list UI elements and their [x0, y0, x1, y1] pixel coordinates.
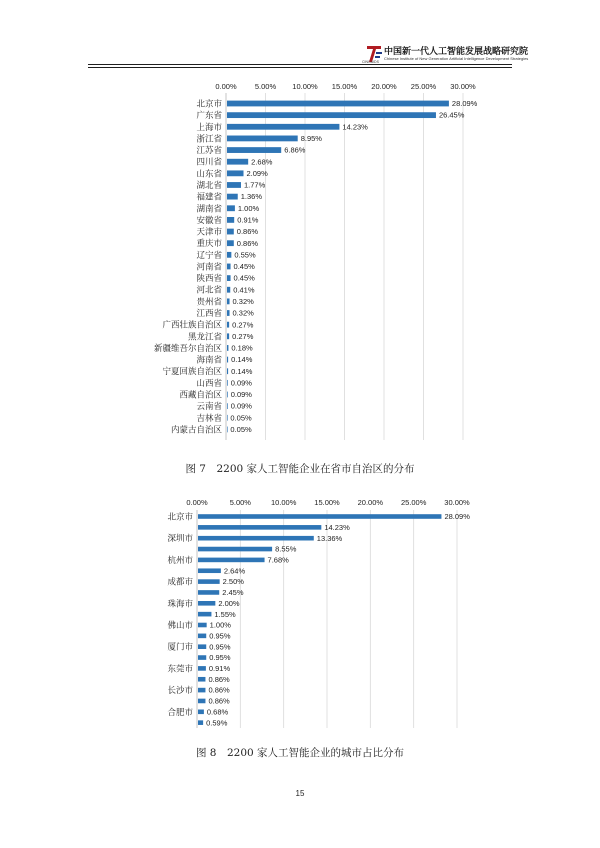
category-label: 珠海市 — [167, 599, 193, 610]
category-label: 海南省 — [196, 355, 222, 366]
data-label: 14.23% — [342, 122, 368, 132]
data-label: 0.27% — [232, 320, 254, 330]
category-label: 长沙市 — [167, 686, 193, 697]
data-label: 2.50% — [222, 577, 244, 587]
category-label: 贵州省 — [196, 297, 222, 308]
bar — [198, 699, 205, 704]
bar — [198, 525, 321, 530]
data-label: 0.05% — [230, 425, 252, 435]
bar — [198, 720, 203, 725]
category-label: 重庆市 — [196, 239, 222, 250]
bar — [198, 601, 215, 606]
category-label: 四川省 — [196, 157, 222, 168]
category-label: 江西省 — [196, 309, 222, 320]
header-institute-title: 中国新一代人工智能发展战略研究院 — [384, 47, 529, 57]
category-label: 北京市 — [167, 512, 193, 523]
category-label: 湖南省 — [196, 204, 222, 215]
data-label: 0.95% — [209, 631, 231, 641]
bar — [198, 677, 205, 682]
bar — [198, 688, 205, 693]
data-label: 0.32% — [232, 308, 254, 318]
data-label: 0.09% — [230, 401, 252, 411]
category-label: 东莞市 — [167, 664, 193, 675]
data-label: 0.86% — [236, 238, 259, 248]
category-label: 安徽省 — [196, 215, 222, 226]
bar — [198, 579, 220, 584]
category-label: 新疆维吾尔自治区 — [153, 343, 222, 354]
data-label: 0.95% — [209, 642, 231, 652]
x-tick-label: 0.00% — [186, 498, 208, 507]
data-label: 2.00% — [218, 598, 240, 608]
data-label: 0.91% — [208, 664, 231, 673]
category-label: 河北省 — [196, 285, 222, 296]
bar — [198, 634, 206, 639]
category-label: 河南省 — [196, 262, 222, 273]
data-label: 0.86% — [208, 696, 230, 706]
category-label: 江苏省 — [196, 146, 222, 157]
category-label: 天津市 — [196, 227, 222, 238]
x-tick-label: 25.00% — [410, 82, 437, 91]
data-label: 0.55% — [234, 250, 256, 260]
category-label: 上海市 — [196, 122, 222, 133]
data-label: 0.05% — [230, 413, 252, 423]
data-label: 1.00% — [209, 620, 231, 630]
data-label: 1.36% — [240, 192, 263, 202]
category-label: 内蒙古自治区 — [170, 425, 222, 436]
category-label: 辽宁省 — [196, 250, 222, 261]
category-label: 云南省 — [196, 402, 222, 413]
data-label: 0.59% — [206, 718, 228, 728]
bar — [198, 536, 314, 541]
category-label: 深圳市 — [167, 534, 193, 545]
x-tick-label: 30.00% — [444, 498, 470, 507]
data-label: 0.86% — [208, 685, 230, 695]
x-tick-label: 5.00% — [254, 82, 277, 91]
data-label: 13.36% — [316, 533, 343, 543]
data-label: 0.41% — [233, 285, 255, 295]
data-label: 0.86% — [236, 227, 259, 237]
figure8-caption: 图 8 2200 家人工智能企业的城市占比分布 — [195, 747, 405, 759]
data-label: 14.23% — [324, 522, 350, 532]
data-label: 0.86% — [208, 674, 230, 684]
data-label: 28.09% — [451, 99, 478, 109]
data-label: 1.55% — [214, 609, 236, 619]
x-tick-label: 5.00% — [229, 498, 251, 507]
x-tick-label: 15.00% — [314, 498, 340, 507]
bar — [198, 710, 204, 715]
category-label: 广东省 — [196, 111, 222, 122]
category-label: 广西壮族自治区 — [162, 320, 222, 331]
data-label: 8.55% — [275, 544, 297, 554]
category-label: 北京市 — [196, 99, 222, 110]
bar — [198, 558, 265, 563]
category-label: 福建省 — [196, 192, 222, 203]
data-label: 0.95% — [209, 653, 231, 663]
category-label: 佛山市 — [167, 621, 193, 631]
category-label: 成都市 — [167, 577, 193, 588]
data-label: 0.09% — [230, 378, 252, 388]
data-label: 8.95% — [300, 134, 322, 144]
category-label: 浙江省 — [196, 134, 222, 145]
data-label: 1.00% — [237, 203, 260, 213]
x-tick-label: 15.00% — [331, 82, 358, 91]
category-label: 黑龙江省 — [187, 332, 222, 343]
bar — [198, 644, 206, 649]
category-label: 陕西省 — [196, 274, 222, 285]
x-tick-label: 10.00% — [270, 498, 297, 507]
data-label: 1.77% — [243, 180, 266, 190]
category-label: 西藏自治区 — [179, 390, 222, 401]
data-label: 2.09% — [246, 168, 268, 178]
category-label: 杭州市 — [167, 555, 193, 566]
bar — [198, 666, 206, 671]
figure7-caption: 图 7 2200 家人工智能企业在省市自治区的分布 — [185, 463, 415, 475]
data-label: 0.91% — [237, 215, 259, 225]
data-label: 2.68% — [251, 157, 273, 167]
bar — [198, 612, 211, 617]
category-label: 合肥市 — [167, 707, 193, 718]
data-label: 0.32% — [232, 296, 254, 306]
page-number: 15 — [295, 789, 305, 798]
x-tick-label: 10.00% — [292, 82, 318, 91]
data-label: 0.45% — [233, 262, 255, 272]
data-label: 0.14% — [231, 355, 253, 365]
data-label: 0.14% — [231, 366, 253, 376]
x-tick-label: 20.00% — [357, 498, 384, 507]
category-label: 吉林省 — [196, 413, 222, 424]
x-tick-label: 30.00% — [450, 82, 476, 91]
category-label: 厦门市 — [167, 642, 193, 653]
data-label: 0.68% — [206, 707, 229, 717]
data-label: 0.27% — [232, 331, 254, 341]
bar — [198, 514, 441, 519]
x-tick-label: 25.00% — [400, 498, 427, 507]
bar — [198, 590, 219, 595]
category-label: 宁夏回族自治区 — [162, 367, 222, 378]
x-tick-label: 20.00% — [371, 82, 397, 91]
data-label: 0.45% — [233, 273, 255, 283]
data-label: 7.68% — [267, 555, 289, 565]
data-label: 0.09% — [230, 390, 252, 400]
bar — [198, 568, 221, 573]
data-label: 28.09% — [444, 512, 470, 522]
bar — [198, 547, 272, 552]
data-label: 0.18% — [231, 343, 253, 353]
data-label: 26.45% — [438, 110, 465, 120]
logo-caption: CINGAIDS — [362, 60, 379, 64]
data-label: 6.86% — [284, 145, 306, 155]
data-label: 2.45% — [222, 588, 244, 598]
bar — [198, 655, 206, 660]
data-label: 2.64% — [223, 566, 246, 576]
category-label: 山东省 — [196, 169, 222, 180]
x-tick-label: 0.00% — [215, 82, 237, 91]
category-label: 湖北省 — [196, 180, 222, 191]
bar — [198, 623, 207, 628]
header-institute-subtitle: Chinese Institute of New Generation Artificial Intelligence Development Strategies — [384, 56, 529, 61]
category-label: 山西省 — [196, 378, 222, 389]
